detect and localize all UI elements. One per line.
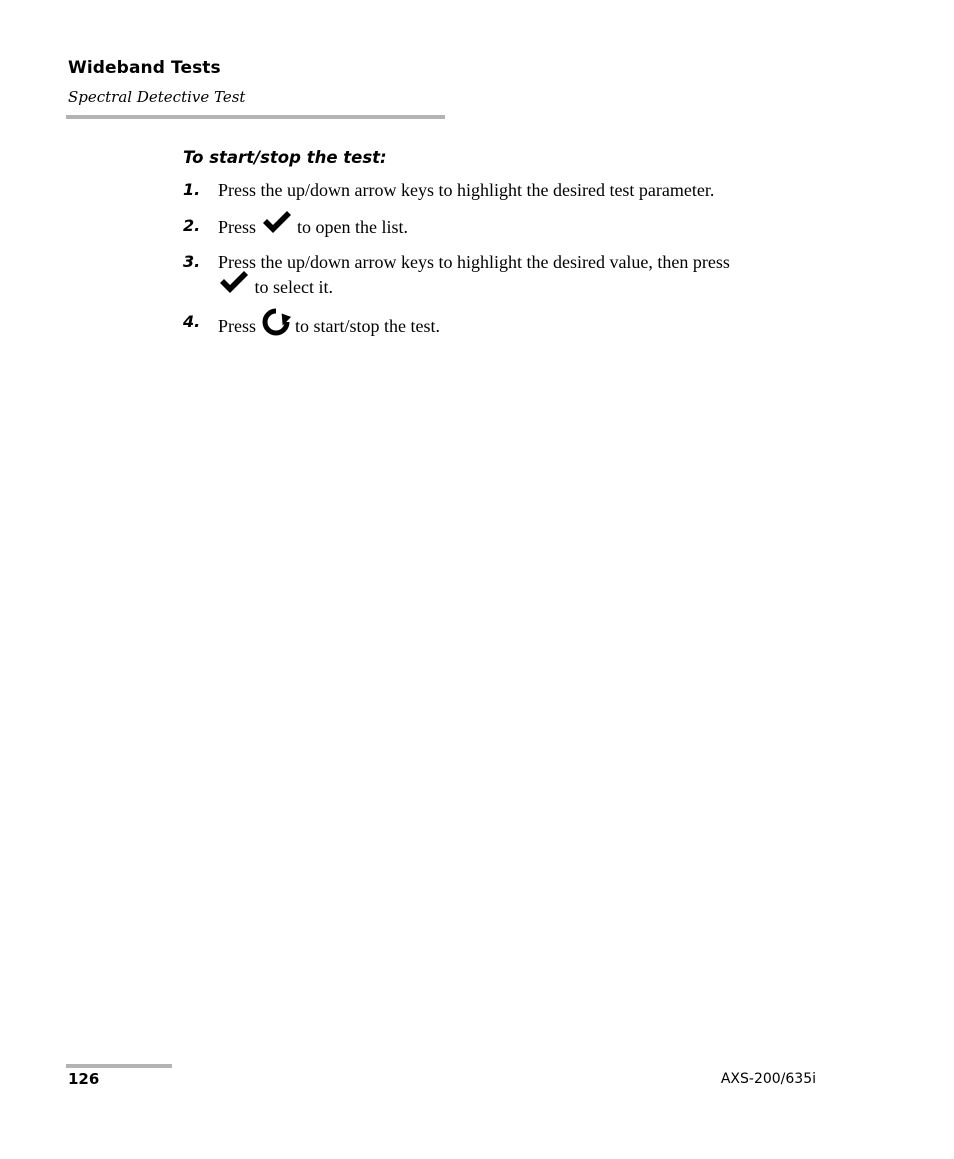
checkmark-icon [218,271,250,301]
step-2-text [218,214,408,244]
step-1-number: 1. [183,180,201,199]
header-title: Wideband Tests [68,58,221,78]
step-3-line-1: Press the up/down arrow keys to highlight the desired value, then press [218,252,730,272]
step-4-text-after: to start/stop the test. [295,316,440,337]
step-2-number: 2. [183,216,201,235]
step-4-text [218,310,440,346]
page-number: 126 [68,1070,100,1088]
step-4 [183,310,833,337]
checkmark-icon [261,211,293,241]
step-3-number: 3. [183,252,201,271]
step-4-number: 4. [183,312,201,331]
step-3-line-2 [218,274,333,304]
step-3 [183,250,833,298]
footer-rule [66,1064,172,1068]
start-stop-icon [261,307,291,343]
step-1 [183,178,833,202]
header-subtitle: Spectral Detective Test [68,88,246,106]
step-2 [183,214,833,238]
header-rule [66,115,445,119]
step-1-text: Press the up/down arrow keys to highlight the desired test parameter. [218,180,715,200]
product-model: AXS-200/635i [720,1071,816,1087]
step-3-text-after: to select it. [254,277,333,298]
step-2-text-after: to open the list. [297,217,409,238]
step-4-text-before: Press [218,316,257,337]
step-2-text-before: Press [218,217,257,238]
procedure-heading: To start/stop the test: [183,148,387,167]
